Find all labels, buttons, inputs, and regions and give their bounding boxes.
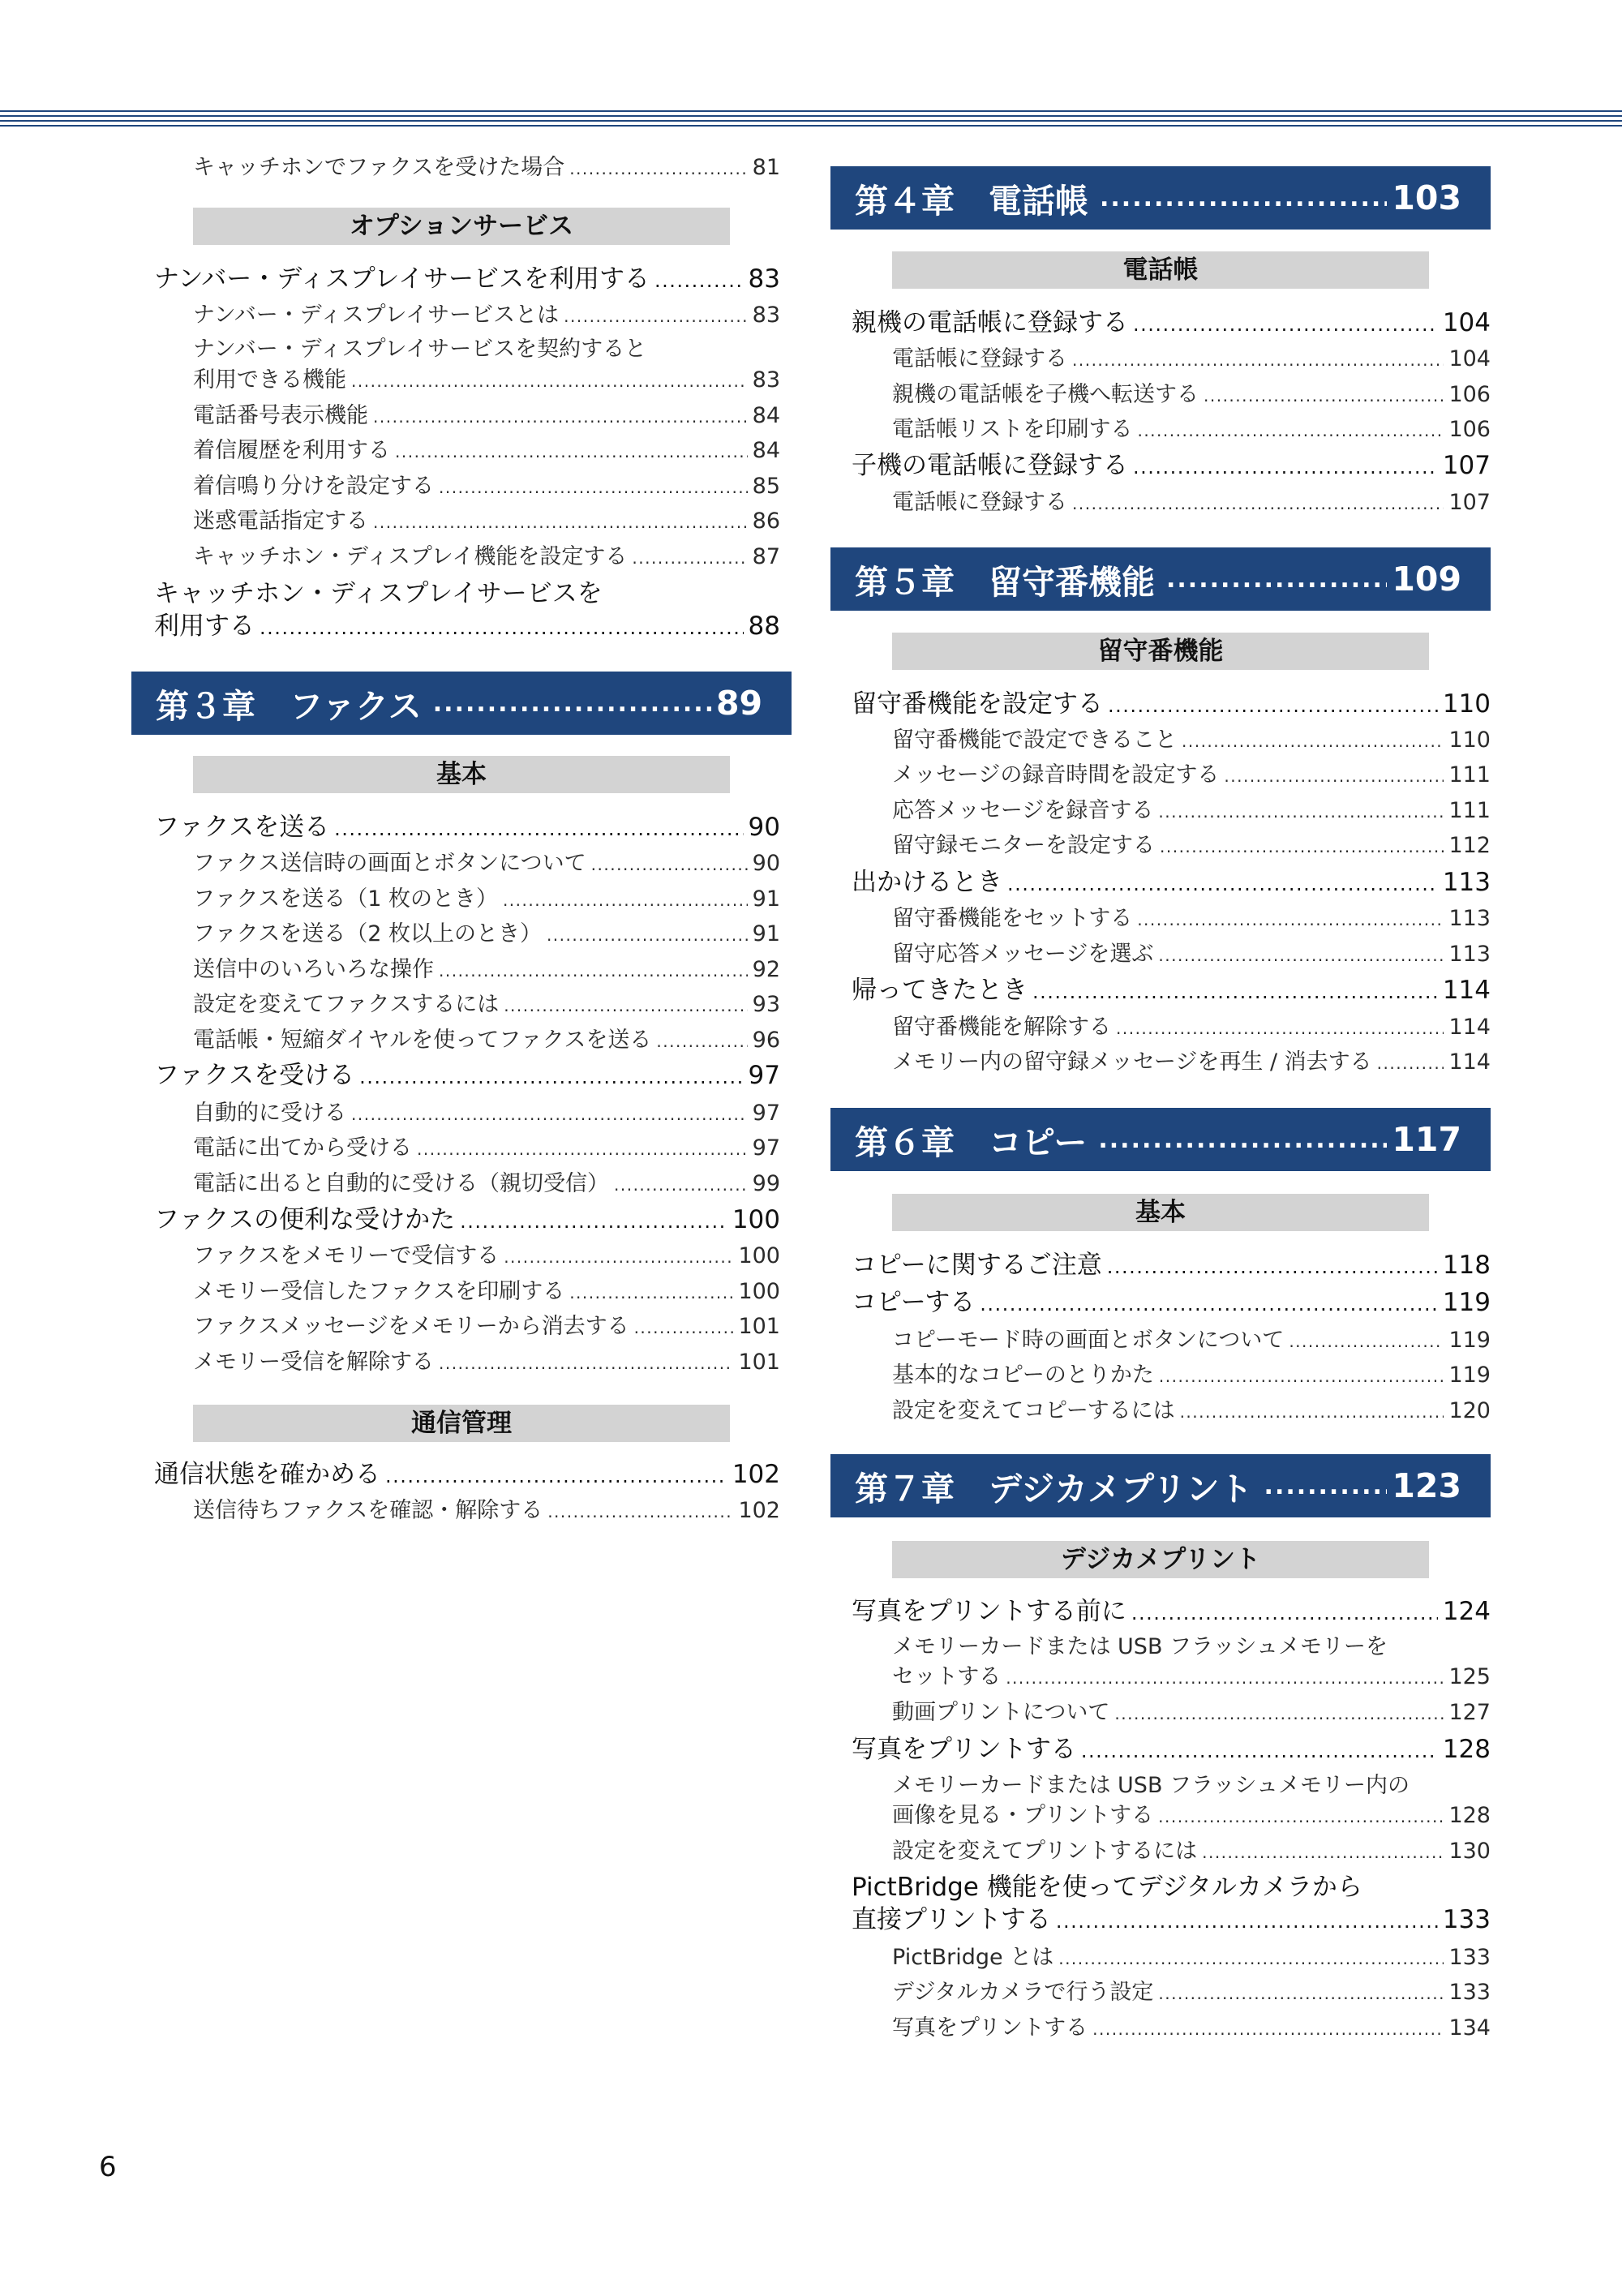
toc-entry[interactable]: メモリー受信を解除する ..... 101 xyxy=(193,1344,780,1375)
section-header-optional: オプションサービス xyxy=(193,208,730,245)
chapter-bar-3[interactable]: 第３章 ファクス ..... 89 xyxy=(131,672,792,735)
toc-entry[interactable]: 写真をプリントする ..... 134 xyxy=(892,2010,1491,2041)
page-number: 6 xyxy=(99,2151,117,2183)
toc-entry[interactable]: キャッチホン・ディスプレイ機能を設定する ..... 87 xyxy=(193,539,780,570)
toc-entry[interactable]: 設定を変えてプリントするには ..... 130 xyxy=(892,1833,1491,1865)
toc-entry-going-out[interactable]: 出かけるとき ..... 113 xyxy=(852,861,1491,898)
toc-entry[interactable]: 自動的に受ける ..... 97 xyxy=(193,1095,780,1127)
section-header-basic-copy: 基本 xyxy=(892,1194,1429,1231)
toc-entry[interactable]: メモリー内の留守録メッセージを再生 / 消去する ..... 114 xyxy=(892,1044,1491,1075)
toc-entry[interactable]: 親機の電話帳を子機へ転送する ..... 106 xyxy=(892,376,1491,408)
toc-entry[interactable]: 迷惑電話指定する ..... 86 xyxy=(193,503,780,534)
toc-entry-pictbridge[interactable]: 直接プリントする ..... 133 xyxy=(852,1899,1491,1935)
toc-entry-catch-display[interactable]: 利用する ..... 88 xyxy=(154,605,780,642)
toc-entry[interactable]: ファクスを送る（2 枚以上のとき） ..... 91 xyxy=(193,916,780,947)
toc-entry-number-display[interactable]: ナンバー・ディスプレイサービスを利用する ..... 83 xyxy=(154,258,780,294)
section-header-answering: 留守番機能 xyxy=(892,633,1429,670)
toc-entry[interactable]: 電話に出ると自動的に受ける（親切受信） ..... 99 xyxy=(193,1165,780,1197)
toc-entry[interactable]: 電話帳に登録する ..... 107 xyxy=(892,484,1491,516)
toc-entry[interactable]: 送信待ちファクスを確認・解除する ..... 102 xyxy=(193,1492,780,1524)
toc-entry-coming-back[interactable]: 帰ってきたとき ..... 114 xyxy=(852,969,1491,1006)
toc-entry-parent-register[interactable]: 親機の電話帳に登録する ..... 104 xyxy=(852,302,1491,338)
toc-entry[interactable]: 設定を変えてファクスするには ..... 93 xyxy=(193,986,780,1018)
section-header-digicam: デジカメプリント xyxy=(892,1541,1429,1578)
chapter-bar-7[interactable]: 第７章 デジカメプリント ..... 123 xyxy=(830,1454,1491,1517)
toc-entry[interactable]: 留守応答メッセージを選ぶ ..... 113 xyxy=(892,936,1491,968)
toc-entry[interactable]: 電話に出てから受ける ..... 97 xyxy=(193,1130,780,1161)
toc-entry-copy[interactable]: コピーする ..... 119 xyxy=(852,1281,1491,1318)
toc-entry[interactable]: 電話番号表示機能 ..... 84 xyxy=(193,397,780,429)
toc-entry-comm-status[interactable]: 通信状態を確かめる ..... 102 xyxy=(154,1453,780,1490)
toc-entry[interactable]: 設定を変えてコピーするには ..... 120 xyxy=(892,1393,1491,1424)
section-header-phonebook: 電話帳 xyxy=(892,251,1429,289)
toc-entry[interactable]: 留守番機能を解除する ..... 114 xyxy=(892,1009,1491,1041)
toc-entry[interactable]: PictBridge とは ..... 133 xyxy=(892,1939,1491,1971)
toc-entry[interactable]: デジタルカメラで行う設定 ..... 133 xyxy=(892,1974,1491,2006)
toc-entry-line: ナンバー・ディスプレイサービスを契約すると xyxy=(193,337,647,362)
toc-entry[interactable]: 送信中のいろいろな操作 ..... 92 xyxy=(193,951,780,983)
toc-entry[interactable]: 基本的なコピーのとりかた ..... 119 xyxy=(892,1357,1491,1388)
toc-entry-line: メモリーカードまたは USB フラッシュメモリーを xyxy=(892,1634,1388,1659)
toc-entry[interactable]: セットする ..... 125 xyxy=(892,1659,1491,1690)
section-header-basic: 基本 xyxy=(193,756,730,793)
toc-entry-useful-receive[interactable]: ファクスの便利な受けかた ..... 100 xyxy=(154,1199,780,1235)
toc-entry[interactable]: ファクスをメモリーで受信する ..... 100 xyxy=(193,1238,780,1269)
toc-entry-set-answering[interactable]: 留守番機能を設定する ..... 110 xyxy=(852,683,1491,719)
toc-entry[interactable]: 着信鳴り分けを設定する ..... 85 xyxy=(193,468,780,500)
toc-entry[interactable]: ファクスを送る（1 枚のとき） ..... 91 xyxy=(193,881,780,912)
toc-entry[interactable]: 電話帳・短縮ダイヤルを使ってファクスを送る ..... 96 xyxy=(193,1022,780,1054)
toc-entry-line: キャッチホン・ディスプレイサービスを xyxy=(154,579,603,608)
toc-entry-line: メモリーカードまたは USB フラッシュメモリー内の xyxy=(892,1773,1410,1798)
chapter-bar-6[interactable]: 第６章 コピー ..... 117 xyxy=(830,1108,1491,1171)
toc-entry-print-photo[interactable]: 写真をプリントする ..... 128 xyxy=(852,1728,1491,1765)
toc-entry-child-register[interactable]: 子機の電話帳に登録する ..... 107 xyxy=(852,444,1491,481)
toc-entry[interactable]: 留守録モニターを設定する ..... 112 xyxy=(892,827,1491,859)
toc-entry[interactable]: 電話帳に登録する ..... 104 xyxy=(892,341,1491,372)
toc-entry[interactable]: コピーモード時の画面とボタンについて ..... 119 xyxy=(892,1322,1491,1354)
toc-entry[interactable]: ファクスメッセージをメモリーから消去する ..... 101 xyxy=(193,1308,780,1340)
toc-entry-copy-notes[interactable]: コピーに関するご注意 ..... 118 xyxy=(852,1244,1491,1281)
toc-entry[interactable]: メモリー受信したファクスを印刷する ..... 100 xyxy=(193,1273,780,1305)
chapter-bar-4[interactable]: 第４章 電話帳 ..... 103 xyxy=(830,166,1491,230)
toc-entry[interactable]: ナンバー・ディスプレイサービスとは ..... 83 xyxy=(193,297,780,328)
toc-entry-before-print[interactable]: 写真をプリントする前に ..... 124 xyxy=(852,1590,1491,1627)
toc-entry[interactable]: メッセージの録音時間を設定する ..... 111 xyxy=(892,757,1491,788)
toc-entry[interactable]: 利用できる機能 ..... 83 xyxy=(193,362,780,393)
toc-entry[interactable]: 動画プリントについて ..... 127 xyxy=(892,1694,1491,1726)
toc-entry[interactable]: 留守番機能をセットする ..... 113 xyxy=(892,900,1491,932)
toc-entry[interactable]: 留守番機能で設定できること ..... 110 xyxy=(892,722,1491,753)
toc-entry[interactable]: 着信履歴を利用する ..... 84 xyxy=(193,432,780,464)
toc-entry-send-fax[interactable]: ファクスを送る ..... 90 xyxy=(154,806,780,843)
toc-entry[interactable]: キャッチホンでファクスを受けた場合 ..... 81 xyxy=(193,149,780,181)
toc-entry[interactable]: 画像を見る・プリントする ..... 128 xyxy=(892,1797,1491,1829)
section-header-comm: 通信管理 xyxy=(193,1405,730,1442)
toc-entry[interactable]: ファクス送信時の画面とボタンについて ..... 90 xyxy=(193,845,780,877)
toc-entry[interactable]: 電話帳リストを印刷する ..... 106 xyxy=(892,411,1491,443)
toc-entry-receive-fax[interactable]: ファクスを受ける ..... 97 xyxy=(154,1054,780,1091)
toc-entry[interactable]: 応答メッセージを録音する ..... 111 xyxy=(892,792,1491,824)
toc-entry-line: PictBridge 機能を使ってデジタルカメラから xyxy=(852,1873,1362,1902)
chapter-bar-5[interactable]: 第５章 留守番機能 ..... 109 xyxy=(830,547,1491,611)
